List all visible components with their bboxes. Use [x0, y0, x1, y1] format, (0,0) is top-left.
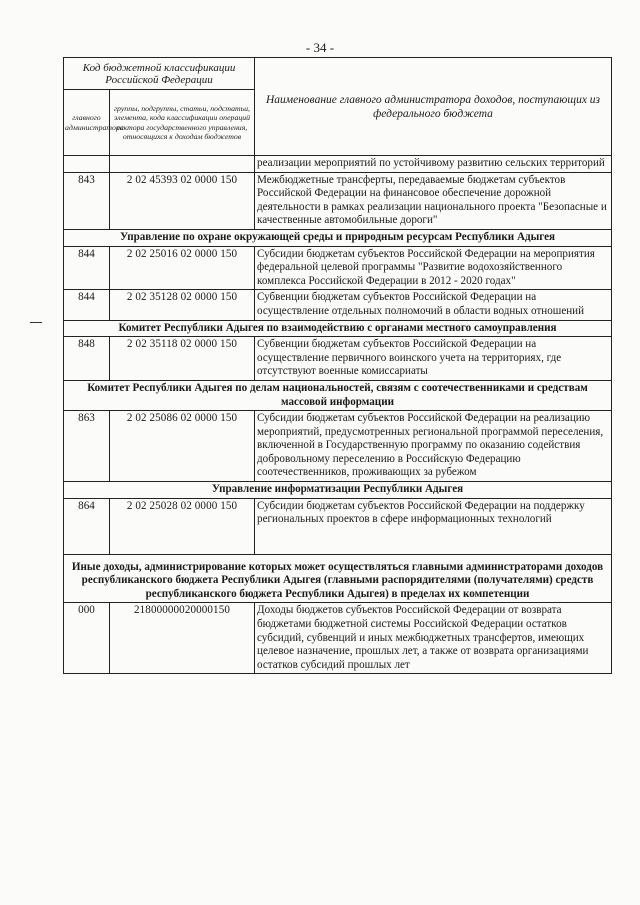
- table-row: [64, 411, 612, 482]
- admin-code-cell: 863: [64, 411, 110, 482]
- section-row: [64, 482, 612, 499]
- admin-code-cell: [64, 156, 110, 173]
- table-row: [64, 498, 612, 554]
- name-cell: Межбюджетные трансферты, передаваемые бюджетам субъектов Российской Федерации на финансовое обеспечение дорожной деятельности в рамках реализации национального проекта "Безопасные и качественные автомобильные дороги": [255, 172, 612, 229]
- section-title: Иные доходы, администрирование которых может осуществляться главными администраторами доходов республиканского бюджета Республики Адыгея (главными распорядителями (получателями) средств республиканского бюджета Республики Адыгея) в пределах их компетенции: [64, 554, 612, 603]
- section-row: [64, 229, 612, 246]
- page-number: - 34 -: [305, 40, 335, 55]
- admin-code-cell: 000: [64, 603, 110, 674]
- kbk-column-header: группы, подгруппы, статьи, подстатьи, элемента, кода классификации операций сектора государственного управления, относящихся к доходам бюджетов: [110, 90, 255, 156]
- admin-code-cell: 848: [64, 337, 110, 381]
- section-title: Комитет Республики Адыгея по делам национальностей, связям с соотечественниками и средствам массовой информации: [64, 380, 612, 410]
- name-cell: Субсидии бюджетам субъектов Российской Федерации на мероприятия федеральной целевой программы "Развитие водохозяйственного комплекса Российской Федерации в 2012 - 2020 годах": [255, 246, 612, 290]
- section-title: Управление информатизации Республики Адыгея: [64, 482, 612, 499]
- name-cell: Доходы бюджетов субъектов Российской Федерации от возврата бюджетами бюджетной системы Российской Федерации остатков субсидий, субвенций и иных межбюджетных трансфертов, имеющих целевое назначение, прошлых лет, а также от возврата организациями остатков субсидий прошлых лет: [255, 603, 612, 674]
- kbk-cell: 21800000020000150: [110, 603, 255, 674]
- kbk-cell: 2 02 35118 02 0000 150: [110, 337, 255, 381]
- admin-code-cell: 864: [64, 498, 110, 554]
- revenue-admin-table: [63, 57, 612, 674]
- name-column-header: Наименование главного администратора доходов, поступающих из федерального бюджета: [255, 58, 612, 156]
- kbk-group-header: Код бюджетной классификации Российской Федерации: [64, 58, 255, 90]
- kbk-cell: 2 02 45393 02 0000 150: [110, 172, 255, 229]
- section-title: Комитет Республики Адыгея по взаимодействию с органами местного самоуправления: [64, 320, 612, 337]
- kbk-cell: 2 02 25028 02 0000 150: [110, 498, 255, 554]
- name-cell: Субвенции бюджетам субъектов Российской Федерации на осуществление отдельных полномочий в области водных отношений: [255, 290, 612, 320]
- section-row: [64, 554, 612, 603]
- table-row: [64, 603, 612, 674]
- kbk-cell: 2 02 25086 02 0000 150: [110, 411, 255, 482]
- section-row: [64, 380, 612, 410]
- table-row: [64, 172, 612, 229]
- name-cell: реализации мероприятий по устойчивому развитию сельских территорий: [255, 156, 612, 173]
- admin-column-header: главного администратора: [64, 90, 110, 156]
- admin-code-cell: 843: [64, 172, 110, 229]
- kbk-cell: 2 02 35128 02 0000 150: [110, 290, 255, 320]
- kbk-cell: 2 02 25016 02 0000 150: [110, 246, 255, 290]
- section-row: [64, 320, 612, 337]
- table-row: [64, 337, 612, 381]
- table-row: [64, 290, 612, 320]
- name-cell: Субсидии бюджетам субъектов Российской Федерации на реализацию мероприятий, предусмотренных региональной программой переселения, включенной в Государственную программу по оказанию содействия добровольному переселению в Российскую Федерацию соотечественников, проживающих за рубежом: [255, 411, 612, 482]
- section-title: Управление по охране окружающей среды и природным ресурсам Республики Адыгея: [64, 229, 612, 246]
- kbk-cell: [110, 156, 255, 173]
- margin-mark: [30, 322, 42, 323]
- table-row: [64, 156, 612, 173]
- table-row: [64, 246, 612, 290]
- name-cell: Субсидии бюджетам субъектов Российской Федерации на поддержку региональных проектов в сфере информационных технологий: [255, 498, 612, 554]
- name-cell: Субвенции бюджетам субъектов Российской Федерации на осуществление первичного воинского учета на территориях, где отсутствуют военные комиссариаты: [255, 337, 612, 381]
- admin-code-cell: 844: [64, 290, 110, 320]
- admin-code-cell: 844: [64, 246, 110, 290]
